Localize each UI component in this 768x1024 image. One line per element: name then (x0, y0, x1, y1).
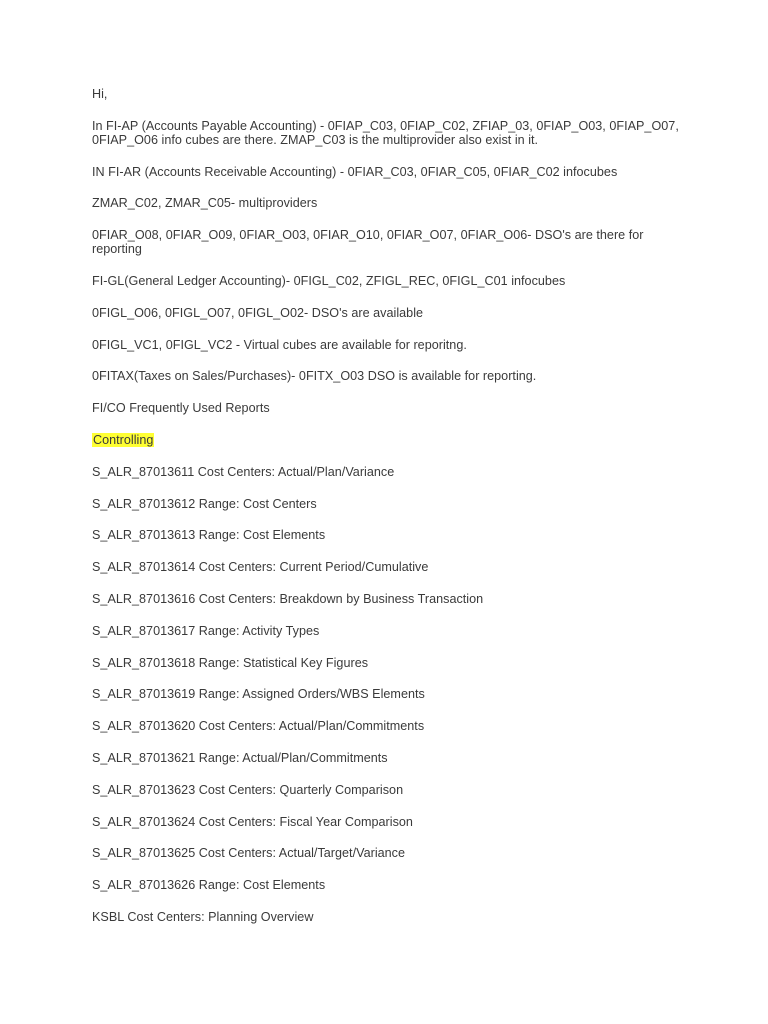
paragraph-fi-gl: FI-GL(General Ledger Accounting)- 0FIGL_C02, ZFIGL_REC, 0FIGL_C01 infocubes (92, 273, 566, 288)
report-item: S_ALR_87013623 Cost Centers: Quarterly Comparison (92, 782, 404, 797)
report-item: S_ALR_87013618 Range: Statistical Key Figures (92, 655, 369, 670)
report-item: S_ALR_87013619 Range: Assigned Orders/WBS Elements (92, 687, 425, 702)
paragraph-fi-ar: IN FI-AR (Accounts Receivable Accounting) - 0FIAR_C03, 0FIAR_C05, 0FIAR_C02 infocubes (92, 164, 618, 179)
paragraph-figl-virtual: 0FIGL_VC1, 0FIGL_VC2 - Virtual cubes are available for reporitng. (92, 337, 467, 352)
report-item: S_ALR_87013626 Range: Cost Elements (92, 878, 326, 893)
greeting: Hi, (92, 87, 108, 101)
paragraph-figl-dso: 0FIGL_O06, 0FIGL_O07, 0FIGL_O02- DSO's are available (92, 305, 424, 320)
report-item: S_ALR_87013612 Range: Cost Centers (92, 496, 317, 511)
report-item: S_ALR_87013617 Range: Activity Types (92, 623, 320, 638)
paragraph-fi-ap: In FI-AP (Accounts Payable Accounting) - 0FIAP_C03, 0FIAP_C02, ZFIAP_03, 0FIAP_O03, 0FIAP_O07, 0FIAP_O06 info cubes are there. ZMAP_C03 is the multiprovider also exist in it. (92, 118, 679, 147)
paragraph-zmar: ZMAR_C02, ZMAR_C05- multiproviders (92, 196, 318, 211)
section-heading-controlling (92, 433, 692, 447)
paragraph-fitax: 0FITAX(Taxes on Sales/Purchases)- 0FITX_O03 DSO is available for reporting. (92, 369, 537, 384)
report-item: S_ALR_87013614 Cost Centers: Current Period/Cumulative (92, 560, 429, 575)
report-item: S_ALR_87013613 Range: Cost Elements (92, 528, 326, 543)
report-item: S_ALR_87013620 Cost Centers: Actual/Plan/Commitments (92, 719, 425, 734)
document-body (92, 87, 692, 942)
paragraph-fiar-dso: 0FIAR_O08, 0FIAR_O09, 0FIAR_O03, 0FIAR_O10, 0FIAR_O07, 0FIAR_O06- DSO's are there for reporting (92, 228, 644, 257)
highlighted-heading: Controlling (93, 432, 154, 447)
report-item: S_ALR_87013625 Cost Centers: Actual/Target/Variance (92, 846, 406, 861)
paragraph-reports-title: FI/CO Frequently Used Reports (92, 401, 270, 416)
report-item: KSBL Cost Centers: Planning Overview (92, 909, 314, 924)
report-item: S_ALR_87013624 Cost Centers: Fiscal Year Comparison (92, 814, 413, 829)
report-item: S_ALR_87013621 Range: Actual/Plan/Commitments (92, 750, 388, 765)
report-item: S_ALR_87013616 Cost Centers: Breakdown by Business Transaction (92, 591, 484, 606)
report-item: S_ALR_87013611 Cost Centers: Actual/Plan/Variance (92, 464, 395, 479)
